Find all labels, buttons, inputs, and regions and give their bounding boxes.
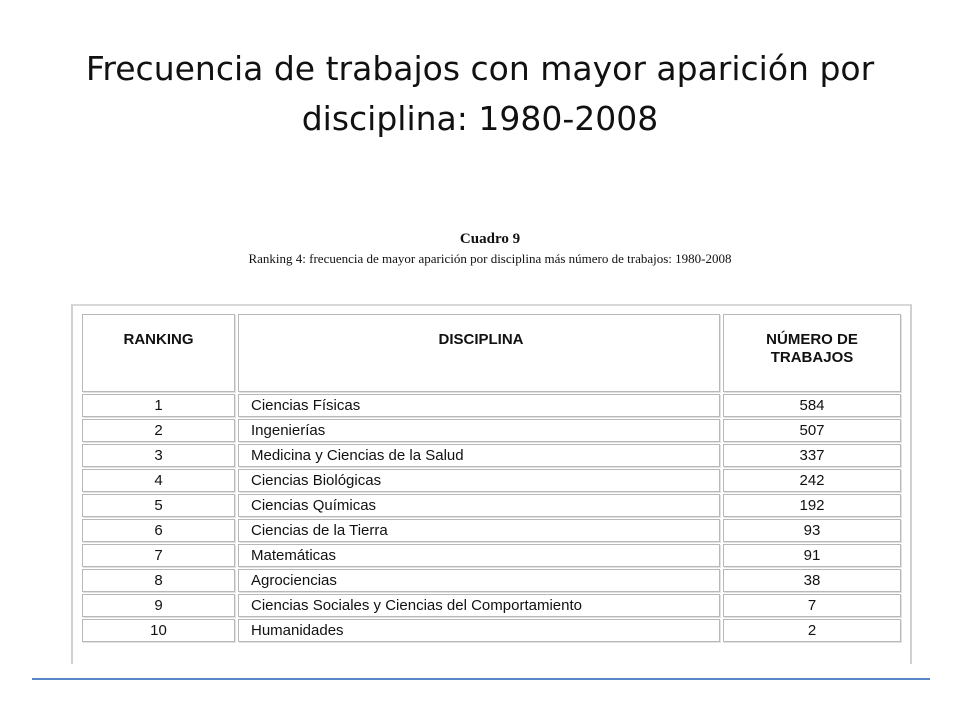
cell-disciplina: Ciencias de la Tierra xyxy=(238,519,720,542)
cell-numero: 584 xyxy=(723,394,901,417)
slide-title-line-2: disciplina: 1980-2008 xyxy=(301,99,659,138)
cell-disciplina: Ciencias Biológicas xyxy=(238,469,720,492)
header-disciplina: DISCIPLINA xyxy=(238,314,720,392)
cell-rank: 5 xyxy=(82,494,235,517)
cell-disciplina: Ingenierías xyxy=(238,419,720,442)
table-header-row xyxy=(82,314,901,392)
header-numero-trabajos xyxy=(723,314,901,392)
cell-numero: 192 xyxy=(723,494,901,517)
cell-rank: 1 xyxy=(82,394,235,417)
cell-disciplina: Medicina y Ciencias de la Salud xyxy=(238,444,720,467)
cell-disciplina: Ciencias Sociales y Ciencias del Comportamiento xyxy=(238,594,720,617)
cell-numero: 7 xyxy=(723,594,901,617)
ranking-table-frame xyxy=(71,304,912,664)
cell-numero: 91 xyxy=(723,544,901,567)
table-row xyxy=(82,519,901,542)
table-row xyxy=(82,619,901,642)
cell-numero: 242 xyxy=(723,469,901,492)
cuadro-title: Cuadro 9 xyxy=(459,231,521,247)
header-numero-line-2: TRABAJOS xyxy=(770,349,854,366)
cell-numero: 337 xyxy=(723,444,901,467)
cell-disciplina: Agrociencias xyxy=(238,569,720,592)
cell-numero: 507 xyxy=(723,419,901,442)
ranking-table xyxy=(79,312,904,644)
cell-numero: 2 xyxy=(723,619,901,642)
cell-disciplina: Matemáticas xyxy=(238,544,720,567)
table-row xyxy=(82,469,901,492)
table-row xyxy=(82,594,901,617)
header-numero-line-1: NÚMERO DE xyxy=(766,331,858,348)
cuadro-subtitle: Ranking 4: frecuencia de mayor aparición por disciplina más número de trabajos: 1980-2008 xyxy=(248,251,732,266)
table-row xyxy=(82,544,901,567)
cell-rank: 8 xyxy=(82,569,235,592)
cell-numero: 93 xyxy=(723,519,901,542)
cell-rank: 3 xyxy=(82,444,235,467)
table-row xyxy=(82,394,901,417)
header-ranking: RANKING xyxy=(82,314,235,392)
cell-disciplina: Ciencias Físicas xyxy=(238,394,720,417)
table-row xyxy=(82,444,901,467)
cell-numero: 38 xyxy=(723,569,901,592)
cell-rank: 9 xyxy=(82,594,235,617)
slide-title xyxy=(40,44,920,144)
slide-title-line-1: Frecuencia de trabajos con mayor aparición por xyxy=(85,49,875,88)
bottom-accent-rule xyxy=(32,678,930,680)
cell-disciplina: Humanidades xyxy=(238,619,720,642)
cell-disciplina: Ciencias Químicas xyxy=(238,494,720,517)
table-row xyxy=(82,569,901,592)
cell-rank: 7 xyxy=(82,544,235,567)
table-row xyxy=(82,419,901,442)
cell-rank: 10 xyxy=(82,619,235,642)
table-row xyxy=(82,494,901,517)
cell-rank: 2 xyxy=(82,419,235,442)
cell-rank: 6 xyxy=(82,519,235,542)
cell-rank: 4 xyxy=(82,469,235,492)
